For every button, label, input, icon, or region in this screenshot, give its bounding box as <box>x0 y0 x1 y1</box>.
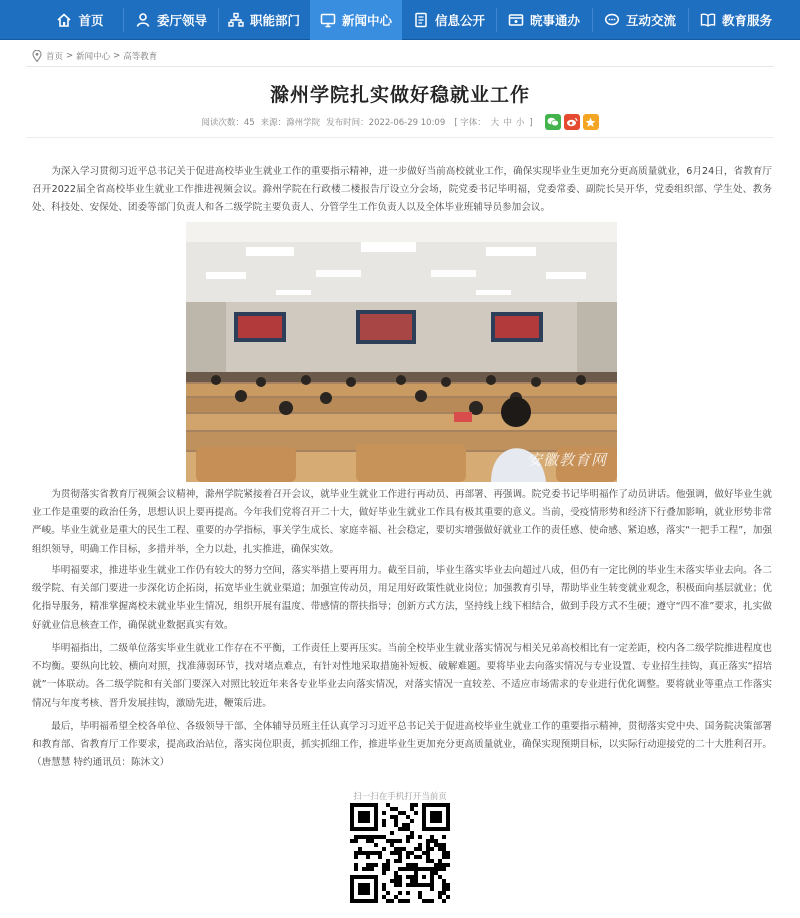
location-pin-icon <box>32 50 42 62</box>
font-size-label: [ 字体： <box>454 118 486 128</box>
nav-item-leaders[interactable] <box>126 0 216 40</box>
nav-item-departments[interactable] <box>220 0 308 40</box>
document-icon <box>413 12 429 28</box>
nav-item-label: 信息公开 <box>434 13 485 28</box>
nav-separator <box>218 8 219 32</box>
qr-code-graphic <box>350 803 450 903</box>
favorite-star-icon[interactable] <box>583 114 599 130</box>
article-paragraph: 为贯彻落实省教育厅视频会议精神，滁州学院紧接着召开会议，就毕业生就业工作进行再动员、再部署、再强调。院党委书记毕明福作了动员讲话。他强调，做好毕业生就业工作是重要的政治任务，思想认识上要再提高。今年我们党将召开二十大，做好毕业生就业工作具有极其重要的意义。当前，受疫情形势和经济下行叠加影响，就业形势非常严峻。毕业生就业是重大的民生工程、重要的办学指标，事关学生成长、家庭幸福、社会稳定，要切实增强做好就业工作的责任感、使命感、紧迫感，落实“一把手工程”，加强组织领导，明确工作目标，多措并举，全力以赴，扎实推进，确保实效。 <box>32 489 772 555</box>
nav-item-interaction[interactable] <box>594 0 686 40</box>
home-icon <box>56 12 72 28</box>
nav-item-label: 教育服务 <box>721 13 772 28</box>
breadcrumb-current[interactable]: 高等教育 <box>123 52 158 62</box>
meeting-photo <box>186 222 617 482</box>
book-icon <box>700 12 716 28</box>
divider <box>26 66 774 67</box>
breadcrumb-home[interactable]: 首页 <box>46 52 64 62</box>
nav-item-edu-services[interactable] <box>690 0 782 40</box>
nav-item-label: 职能部门 <box>249 13 300 28</box>
font-size-control <box>451 116 535 128</box>
org-icon <box>228 12 244 28</box>
article-paragraph: 毕明福要求，推进毕业生就业工作仍有较大的努力空间，落实举措上要再用力。截至目前，毕业生落实毕业去向超过八成，但仍有一定比例的毕业生未落实毕业去向。各二级学院、有关部门要进一步深化访企拓岗，拓宽毕业生就业渠道；加强宣传动员，用足用好政策性就业岗位；加强教育引导，帮助毕业生转变就业观念，积极面向基层就业；优化指导服务，精准掌握离校未就业毕业生情况，组织开展有温度、带感情的帮扶指导；创新方式方法，坚持线上线下相结合，做到手段方式不生硬；遵守“四不准”要求，扎实做好就业信息核查工作，确保就业数据真实有效。 <box>32 565 772 631</box>
font-size-small[interactable]: 小 <box>515 118 525 128</box>
article-paragraph: 毕明福指出，二级单位落实毕业生就业工作存在不平衡，工作责任上要再压实。当前全校毕业生就业落实情况与相关兄弟高校相比有一定差距，校内各二级学院推进程度也不均衡。要纵向比较、横向对照，找准薄弱环节，找对堵点难点，有针对性地采取措施补短板、破解难题。要将毕业去向落实情况与专业设置、专业招生挂钩，真正落实“招培就”一体联动。各二级学院和有关部门要深入对照比较近年来各专业毕业去向落实情况，对落实情况一直较差、不适应市场需求的专业进行优化调整。要将就业等重点工作落实情况与年度考核、晋升发展挂钩，激励先进，鞭策后进。 <box>32 643 772 709</box>
font-size-large[interactable]: 大 <box>490 118 500 128</box>
publish-time: 发布时间：2022-06-29 10:09 <box>326 118 446 128</box>
breadcrumb-separator: > <box>113 51 121 61</box>
weibo-share-icon[interactable] <box>564 114 580 130</box>
article-title: 滁州学院扎实做好稳就业工作 <box>269 84 530 106</box>
nav-item-home[interactable] <box>40 0 120 40</box>
breadcrumb-news[interactable]: 新闻中心 <box>76 52 111 62</box>
article-paragraph: 为深入学习贯彻习近平总书记关于促进高校毕业生就业工作的重要指示精神，进一步做好当前高校就业工作，确保实现毕业生更加充分更高质量就业，6月24日，省教育厅召开2022届全省高校毕业生就业工作推进视频会议。滁州学院在行政楼二楼报告厅设立分会场，院党委书记毕明福，党委常委、副院长吴开华，党委组织部、学生处、教务处、科技处、安保处、团委等部门负责人和各二级学院主要负责人、分管学生工作负责人以及全体毕业班辅导员参加会议。 <box>32 166 772 214</box>
nav-separator <box>123 8 124 32</box>
breadcrumb <box>32 49 157 63</box>
article-source: 来源：滁州学院 <box>260 118 321 128</box>
nav-separator <box>496 8 497 32</box>
breadcrumb-separator: > <box>66 51 74 61</box>
nav-separator <box>592 8 593 32</box>
article-meta <box>0 114 800 130</box>
chat-icon <box>604 12 620 28</box>
font-size-medium[interactable]: 中 <box>503 118 512 128</box>
article-paragraph: 最后，毕明福希望全校各单位、各级领导干部、全体辅导员班主任认真学习习近平总书记关于促进高校毕业生就业工作的重要指示精神，贯彻落实党中央、国务院决策部署和教育部、省教育厅工作要求，提高政治站位，落实岗位职责，抓实抓细工作，推进毕业生更加充分更高质量就业，确保实现预期目标，以实际行动迎接党的二十大胜利召开。（唐慧慧 特约通讯员：陈沐文） <box>32 721 772 769</box>
nav-separator <box>688 8 689 32</box>
monitor-icon <box>320 12 336 28</box>
qr-caption: 扫一扫在手机打开当前页 <box>353 792 447 802</box>
nav-item-label: 互动交流 <box>625 13 676 28</box>
font-size-close: ] <box>529 118 533 128</box>
service-icon <box>508 12 524 28</box>
nav-item-label: 首页 <box>78 13 104 28</box>
meeting-hall-illustration <box>186 222 617 482</box>
user-icon <box>135 12 151 28</box>
nav-item-label: 委厅领导 <box>156 13 207 28</box>
divider <box>26 137 774 138</box>
nav-item-services[interactable] <box>498 0 590 40</box>
top-navigation <box>0 0 800 40</box>
qr-code <box>350 803 450 903</box>
wechat-share-icon[interactable] <box>545 114 561 130</box>
share-buttons <box>542 114 599 130</box>
nav-item-info-disclosure[interactable] <box>404 0 494 40</box>
view-count: 阅读次数：45 <box>201 118 255 128</box>
nav-item-label: 新闻中心 <box>341 13 392 28</box>
nav-item-news[interactable] <box>310 0 402 40</box>
photo-watermark: 安徽教育网 <box>526 451 607 469</box>
nav-item-label: 晥事通办 <box>529 13 580 28</box>
